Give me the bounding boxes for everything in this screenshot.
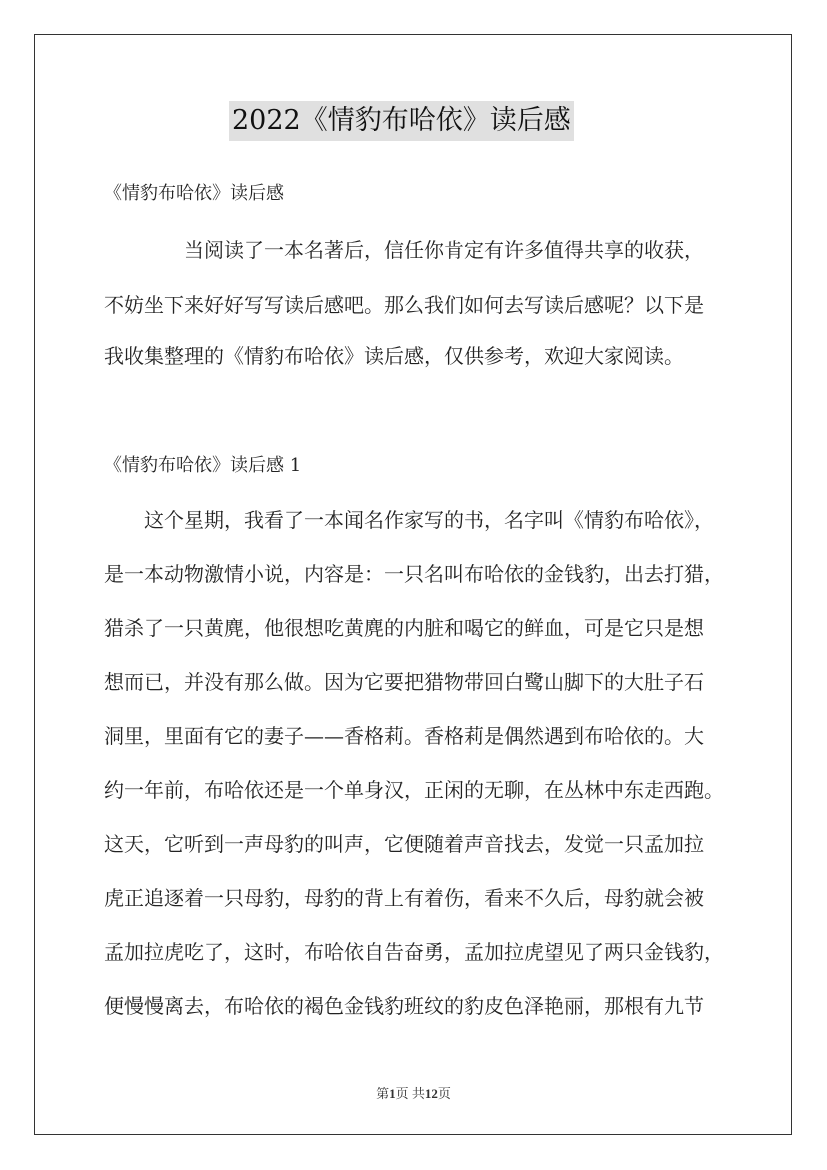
body-line: 这个星期，我看了一本闻名作家写的书，名字叫《情豹布哈依》， (144, 508, 714, 532)
intro-line: 我收集整理的《情豹布哈依》读后感，仅供参考，欢迎大家阅读。 (104, 344, 684, 368)
body-line: 这天，它听到一声母豹的叫声，它便随着声音找去，发觉一只孟加拉 (104, 832, 704, 856)
page-prefix: 第 (376, 1086, 390, 1101)
body-line: 洞里，里面有它的妻子——香格莉。香格莉是偶然遇到布哈依的。大 (104, 724, 704, 748)
body-line: 猎杀了一只黄麂，他很想吃黄麂的内脏和喝它的鲜血，可是它只是想 (104, 616, 704, 640)
body-line: 想而已，并没有那么做。因为它要把猎物带回白鹭山脚下的大肚子石 (104, 670, 704, 694)
body-line: 虎正追逐着一只母豹，母豹的背上有着伤，看来不久后，母豹就会被 (104, 886, 704, 910)
page-footer (0, 1083, 827, 1102)
body-line: 孟加拉虎吃了，这时，布哈依自告奋勇，孟加拉虎望见了两只金钱豹， (104, 940, 724, 964)
body-line: 约一年前，布哈依还是一个单身汉，正闲的无聊，在丛林中东走西跑。 (104, 778, 724, 802)
document-title: 2022《情豹布哈依》读后感 (229, 101, 574, 141)
body-line: 便慢慢离去，布哈依的褐色金钱豹班纹的豹皮色泽艳丽，那根有九节 (104, 994, 704, 1018)
body-line: 是一本动物激情小说，内容是：一只名叫布哈依的金钱豹，出去打猎， (104, 562, 724, 586)
page-suffix: 页 (437, 1086, 451, 1101)
page-total: 12 (424, 1086, 438, 1101)
page-mid: 页 共 (395, 1086, 425, 1101)
page-current: 1 (389, 1086, 396, 1101)
essay-heading: 《情豹布哈依》读后感 1 (104, 455, 302, 476)
section-heading: 《情豹布哈依》读后感 (104, 183, 284, 204)
intro-line: 当阅读了一本名著后，信任你肯定有许多值得共享的收获， (184, 238, 704, 262)
intro-line: 不妨坐下来好好写写读后感吧。那么我们如何去写读后感呢？以下是 (104, 293, 704, 317)
